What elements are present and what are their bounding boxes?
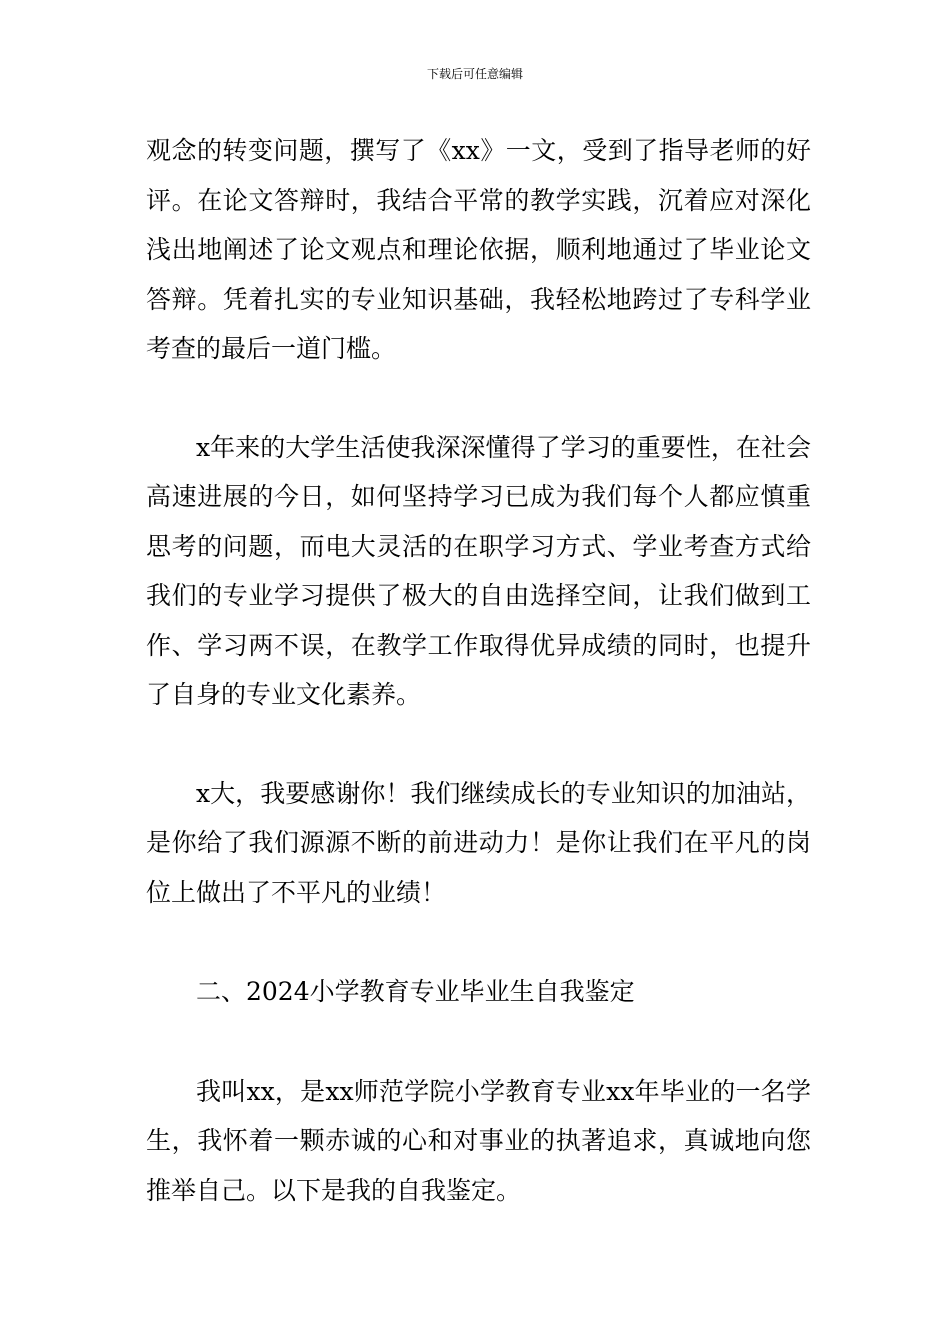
- section-heading: 二、2024小学教育专业毕业生自我鉴定: [196, 977, 635, 1006]
- paragraph-self-introduction: 我叫xx，是xx师范学院小学教育专业xx年毕业的一名学生，我怀着一颗赤诚的心和对事业的执著追求，真诚地向您推举自己。以下是我的自我鉴定。: [146, 1076, 811, 1205]
- document-body: [146, 126, 811, 1215]
- paragraph-thesis-defense: 观念的转变问题，撰写了《xx》一文，受到了指导老师的好评。在论文答辩时，我结合平常的教学实践，沉着应对深化浅出地阐述了论文观点和理论依据，顺利地通过了毕业论文答辩。凭着扎实的专业知识基础，我轻松地跨过了专科学业考查的最后一道门槛。: [146, 136, 811, 363]
- page-header-note: 下载后可任意编辑: [426, 67, 523, 81]
- paragraph-university-life: x年来的大学生活使我深深懂得了学习的重要性，在社会高速进展的今日，如何坚持学习已成为我们每个人都应慎重思考的问题，而电大灵活的在职学习方式、学业考查方式给我们的专业学习提供了极大的自由选择空间，让我们做到工作、学习两不误，在教学工作取得优异成绩的同时，也提升了自身的专业文化素养。: [146, 432, 811, 709]
- paragraph-thanks: x大，我要感谢你！我们继续成长的专业知识的加油站，是你给了我们源源不断的前进动力！是你让我们在平凡的岗位上做出了不平凡的业绩！: [146, 778, 811, 907]
